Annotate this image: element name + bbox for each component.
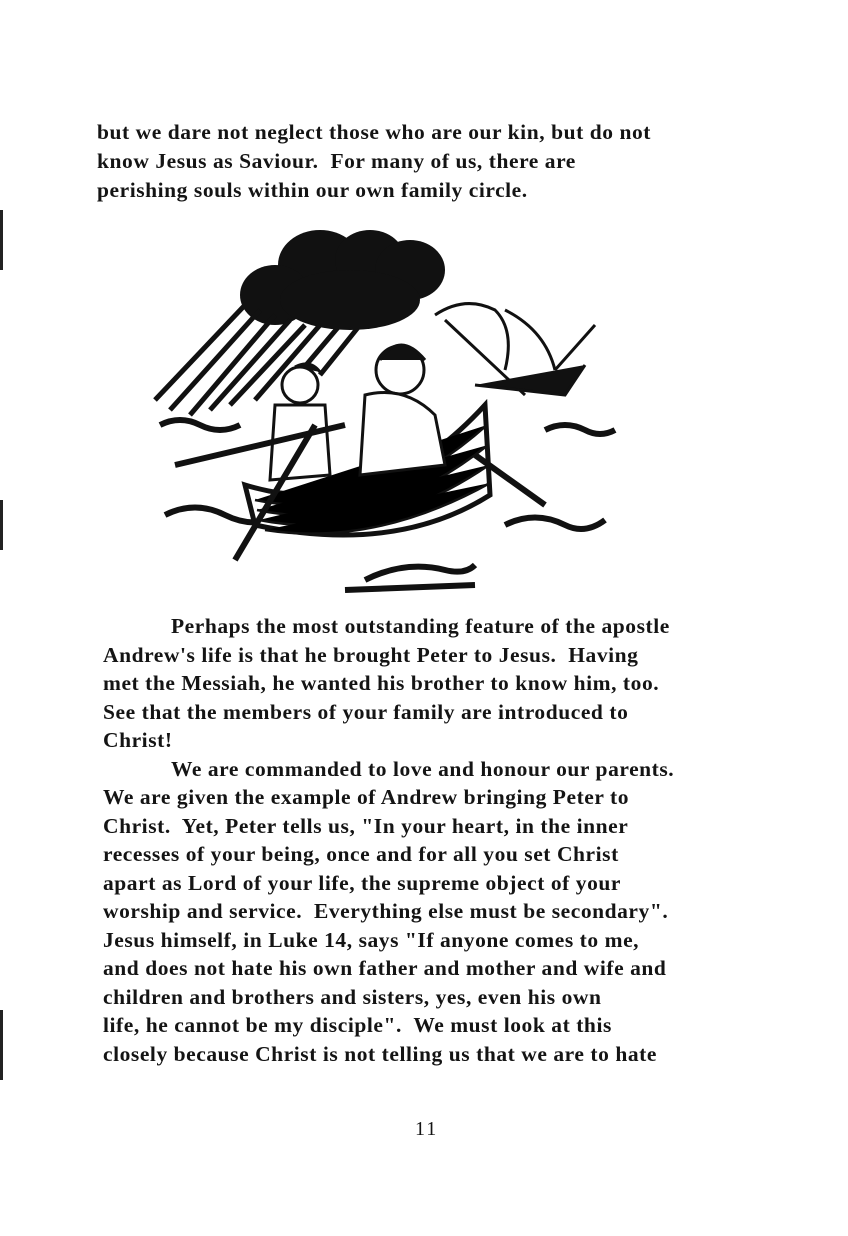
text-line: Christ! bbox=[103, 728, 173, 752]
scan-edge-mark bbox=[0, 1010, 3, 1080]
text-line: children and brothers and sisters, yes, even his own bbox=[103, 984, 602, 1009]
text-line: perishing souls within our own family circle. bbox=[97, 178, 528, 202]
text-line: life, he cannot be my disciple". We must look at this bbox=[103, 1013, 612, 1037]
text-line: Andrew's life is that he brought Peter to Jesus. Having bbox=[103, 642, 639, 667]
text-line: worship and service. Everything else must be secondary". bbox=[103, 899, 669, 923]
text-line: apart as Lord of your life, the supreme object of your bbox=[103, 870, 621, 895]
text-line: Jesus himself, in Luke 14, says "If anyone comes to me, bbox=[103, 927, 640, 952]
storm-cloud-icon bbox=[240, 230, 445, 330]
top-paragraph bbox=[97, 118, 651, 205]
text-line: recesses of your being, once and for all you set Christ bbox=[103, 842, 619, 866]
page-number: 11 bbox=[415, 1118, 439, 1140]
text-line: Perhaps the most outstanding feature of the apostle bbox=[171, 614, 670, 638]
text-line: Christ. Yet, Peter tells us, "In your heart, in the inner bbox=[103, 813, 629, 838]
text-line: We are given the example of Andrew bringing Peter to bbox=[103, 785, 630, 809]
body-text bbox=[103, 612, 674, 1068]
text-line: know Jesus as Saviour. For many of us, there are bbox=[97, 149, 576, 173]
sailing-ship bbox=[435, 304, 595, 395]
text-line: See that the members of your family are introduced to bbox=[103, 699, 629, 724]
text-line: closely because Christ is not telling us that we are to hate bbox=[103, 1041, 657, 1066]
text-line: but we dare not neglect those who are our kin, but do not bbox=[97, 120, 651, 144]
boat-in-storm-illustration bbox=[145, 225, 655, 595]
text-line: We are commanded to love and honour our parents. bbox=[171, 756, 675, 781]
scan-edge-mark bbox=[0, 210, 3, 270]
scan-edge-mark bbox=[0, 500, 3, 550]
text-line: and does not hate his own father and mother and wife and bbox=[103, 956, 667, 980]
text-line: met the Messiah, he wanted his brother to know him, too. bbox=[103, 671, 660, 695]
